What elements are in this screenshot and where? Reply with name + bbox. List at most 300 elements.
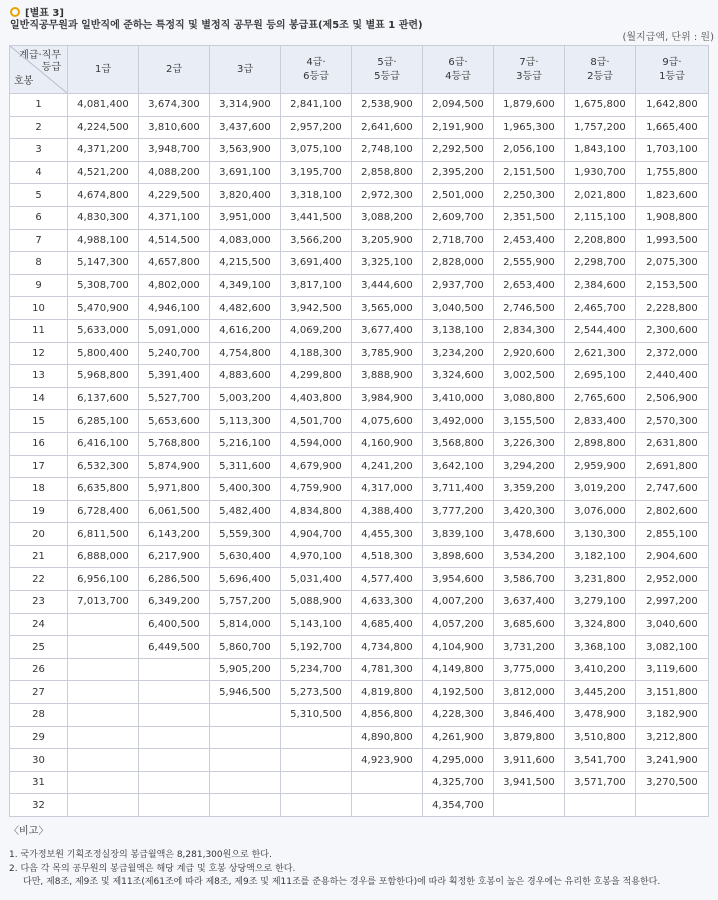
salary-cell: 4,083,000: [210, 229, 281, 252]
salary-cell: [139, 726, 210, 749]
table-row: [10, 94, 709, 117]
salary-cell: 5,971,800: [139, 478, 210, 501]
salary-cell: 6,349,200: [139, 591, 210, 614]
step-cell: 26: [10, 658, 68, 681]
salary-cell: 2,250,300: [494, 184, 565, 207]
salary-cell: 1,665,400: [636, 116, 709, 139]
salary-cell: 4,229,500: [139, 184, 210, 207]
salary-cell: [210, 726, 281, 749]
salary-cell: 1,703,100: [636, 139, 709, 162]
salary-cell: 3,492,000: [423, 410, 494, 433]
step-cell: 10: [10, 297, 68, 320]
salary-cell: 3,839,100: [423, 523, 494, 546]
salary-cell: 3,082,100: [636, 636, 709, 659]
salary-cell: 2,555,900: [494, 252, 565, 275]
salary-cell: 3,911,600: [494, 749, 565, 772]
salary-cell: 2,094,500: [423, 94, 494, 117]
salary-cell: 4,754,800: [210, 342, 281, 365]
salary-cell: 4,988,100: [68, 229, 139, 252]
table-row: [10, 726, 709, 749]
step-cell: 30: [10, 749, 68, 772]
salary-cell: 2,115,100: [565, 206, 636, 229]
salary-cell: 4,228,300: [423, 704, 494, 727]
salary-cell: 4,856,800: [352, 704, 423, 727]
grade-header-line2: 2등급: [587, 70, 613, 82]
salary-cell: 2,695,100: [565, 365, 636, 388]
salary-cell: 3,846,400: [494, 704, 565, 727]
table-row: [10, 749, 709, 772]
table-row: [10, 161, 709, 184]
step-cell: 18: [10, 478, 68, 501]
salary-cell: 3,541,700: [565, 749, 636, 772]
salary-cell: 2,538,900: [352, 94, 423, 117]
salary-cell: 6,143,200: [139, 523, 210, 546]
salary-cell: 3,314,900: [210, 94, 281, 117]
salary-cell: [139, 658, 210, 681]
salary-cell: [210, 749, 281, 772]
step-cell: 12: [10, 342, 68, 365]
salary-cell: 2,802,600: [636, 500, 709, 523]
salary-cell: 6,285,100: [68, 410, 139, 433]
salary-cell: [68, 636, 139, 659]
salary-cell: 4,354,700: [423, 794, 494, 817]
salary-cell: 1,843,100: [565, 139, 636, 162]
annex-tag: [별표 3]: [25, 8, 64, 19]
salary-cell: 5,308,700: [68, 274, 139, 297]
table-row: [10, 319, 709, 342]
salary-cell: 3,420,300: [494, 500, 565, 523]
salary-cell: [281, 794, 352, 817]
bullet-circle-icon: [10, 7, 20, 17]
salary-cell: 2,465,700: [565, 297, 636, 320]
salary-cell: 4,518,300: [352, 545, 423, 568]
step-cell: 11: [10, 319, 68, 342]
step-cell: 21: [10, 545, 68, 568]
salary-cell: 2,544,400: [565, 319, 636, 342]
salary-cell: 3,691,400: [281, 252, 352, 275]
salary-cell: 2,056,100: [494, 139, 565, 162]
salary-cell: 1,908,800: [636, 206, 709, 229]
salary-cell: 3,565,000: [352, 297, 423, 320]
salary-cell: [139, 771, 210, 794]
step-cell: 17: [10, 455, 68, 478]
salary-cell: 4,160,900: [352, 432, 423, 455]
salary-cell: 4,970,100: [281, 545, 352, 568]
salary-cell: 3,785,900: [352, 342, 423, 365]
salary-cell: 2,153,500: [636, 274, 709, 297]
salary-cell: 6,400,500: [139, 613, 210, 636]
salary-cell: 5,088,900: [281, 591, 352, 614]
salary-cell: 4,295,000: [423, 749, 494, 772]
salary-cell: [210, 704, 281, 727]
salary-cell: 4,521,200: [68, 161, 139, 184]
grade-column-header: [423, 46, 494, 94]
salary-cell: 5,905,200: [210, 658, 281, 681]
salary-cell: 3,478,900: [565, 704, 636, 727]
salary-cell: 3,888,900: [352, 365, 423, 388]
salary-cell: 3,212,800: [636, 726, 709, 749]
salary-cell: 3,642,100: [423, 455, 494, 478]
salary-cell: 4,215,500: [210, 252, 281, 275]
step-cell: 32: [10, 794, 68, 817]
grade-header-line2: 6등급: [303, 70, 329, 82]
salary-cell: 2,292,500: [423, 139, 494, 162]
step-cell: 25: [10, 636, 68, 659]
salary-cell: 2,298,700: [565, 252, 636, 275]
salary-cell: 4,890,800: [352, 726, 423, 749]
step-cell: 28: [10, 704, 68, 727]
salary-cell: 3,234,200: [423, 342, 494, 365]
table-row: [10, 591, 709, 614]
salary-cell: 3,941,500: [494, 771, 565, 794]
table-body: [10, 94, 709, 817]
salary-cell: [139, 794, 210, 817]
salary-cell: 3,088,200: [352, 206, 423, 229]
salary-cell: 3,437,600: [210, 116, 281, 139]
step-cell: 15: [10, 410, 68, 433]
salary-cell: 4,088,200: [139, 161, 210, 184]
salary-cell: 3,674,300: [139, 94, 210, 117]
salary-cell: 4,657,800: [139, 252, 210, 275]
salary-cell: 5,633,000: [68, 319, 139, 342]
salary-cell: [68, 704, 139, 727]
table-row: [10, 432, 709, 455]
salary-cell: 3,359,200: [494, 478, 565, 501]
salary-cell: 7,013,700: [68, 591, 139, 614]
salary-cell: 3,119,600: [636, 658, 709, 681]
salary-cell: 3,586,700: [494, 568, 565, 591]
salary-cell: 6,635,800: [68, 478, 139, 501]
salary-cell: 3,810,600: [139, 116, 210, 139]
salary-cell: 4,371,200: [68, 139, 139, 162]
table-row: [10, 545, 709, 568]
salary-cell: 3,731,200: [494, 636, 565, 659]
salary-cell: 5,003,200: [210, 387, 281, 410]
salary-cell: 4,819,800: [352, 681, 423, 704]
grade-header-line2: 3등급: [516, 70, 542, 82]
salary-cell: 3,195,700: [281, 161, 352, 184]
salary-cell: 3,294,200: [494, 455, 565, 478]
salary-cell: 3,226,300: [494, 432, 565, 455]
step-cell: 6: [10, 206, 68, 229]
salary-cell: 4,577,400: [352, 568, 423, 591]
salary-cell: [352, 794, 423, 817]
salary-cell: 5,814,000: [210, 613, 281, 636]
salary-cell: 3,441,500: [281, 206, 352, 229]
salary-cell: 4,594,000: [281, 432, 352, 455]
salary-cell: 4,104,900: [423, 636, 494, 659]
salary-cell: 2,570,300: [636, 410, 709, 433]
grade-column-header: [210, 46, 281, 94]
salary-cell: 2,372,000: [636, 342, 709, 365]
step-cell: 5: [10, 184, 68, 207]
salary-cell: 4,388,400: [352, 500, 423, 523]
salary-cell: 2,855,100: [636, 523, 709, 546]
salary-cell: 3,948,700: [139, 139, 210, 162]
step-cell: 13: [10, 365, 68, 388]
salary-cell: [281, 771, 352, 794]
salary-cell: 1,993,500: [636, 229, 709, 252]
salary-cell: 4,069,200: [281, 319, 352, 342]
salary-cell: 3,182,900: [636, 704, 709, 727]
grade-header-line1: 2급: [165, 63, 183, 75]
table-row: [10, 184, 709, 207]
salary-cell: 3,777,200: [423, 500, 494, 523]
salary-cell: 3,677,400: [352, 319, 423, 342]
salary-cell: 5,527,700: [139, 387, 210, 410]
salary-cell: 2,746,500: [494, 297, 565, 320]
step-cell: 9: [10, 274, 68, 297]
salary-cell: [139, 749, 210, 772]
salary-cell: 2,384,600: [565, 274, 636, 297]
table-row: [10, 568, 709, 591]
salary-cell: [281, 726, 352, 749]
salary-table: [9, 45, 709, 817]
grade-header-line1: 9급·: [662, 56, 682, 68]
salary-cell: 4,674,800: [68, 184, 139, 207]
remark-item-2: 2. 다음 각 목의 공무원의 봉급월액은 해당 계급 및 호봉 상당액으로 한다.: [9, 863, 296, 874]
table-title: 일반직공무원과 일반직에 준하는 특정직 및 별정직 공무원 등의 봉급표(제5조 및 별표 1 관련): [10, 20, 423, 31]
salary-cell: 2,858,800: [352, 161, 423, 184]
salary-cell: 2,833,400: [565, 410, 636, 433]
table-row: [10, 116, 709, 139]
salary-cell: 2,834,300: [494, 319, 565, 342]
table-row: [10, 206, 709, 229]
salary-cell: 3,571,700: [565, 771, 636, 794]
step-cell: 19: [10, 500, 68, 523]
grade-header-line1: 1급: [94, 63, 112, 75]
salary-cell: 3,820,400: [210, 184, 281, 207]
salary-cell: 3,534,200: [494, 545, 565, 568]
salary-cell: [210, 771, 281, 794]
salary-cell: 5,800,400: [68, 342, 139, 365]
salary-cell: 5,757,200: [210, 591, 281, 614]
salary-cell: 4,455,300: [352, 523, 423, 546]
salary-cell: 4,188,300: [281, 342, 352, 365]
salary-cell: 3,270,500: [636, 771, 709, 794]
salary-cell: 3,040,600: [636, 613, 709, 636]
salary-cell: 5,946,500: [210, 681, 281, 704]
salary-cell: 4,946,100: [139, 297, 210, 320]
salary-cell: 3,151,800: [636, 681, 709, 704]
salary-cell: 4,299,800: [281, 365, 352, 388]
salary-cell: 2,920,600: [494, 342, 565, 365]
table-row: [10, 681, 709, 704]
salary-cell: 2,765,600: [565, 387, 636, 410]
salary-cell: 3,563,900: [210, 139, 281, 162]
salary-cell: 5,192,700: [281, 636, 352, 659]
salary-cell: 5,470,900: [68, 297, 139, 320]
salary-cell: 3,075,100: [281, 139, 352, 162]
table-row: [10, 252, 709, 275]
salary-cell: 4,679,900: [281, 455, 352, 478]
salary-cell: 4,261,900: [423, 726, 494, 749]
salary-cell: 2,351,500: [494, 206, 565, 229]
salary-cell: 6,811,500: [68, 523, 139, 546]
salary-cell: [68, 681, 139, 704]
salary-cell: 3,130,300: [565, 523, 636, 546]
table-row: [10, 139, 709, 162]
table-row: [10, 636, 709, 659]
unit-label: (월지급액, 단위 : 원): [622, 32, 714, 43]
salary-cell: 2,021,800: [565, 184, 636, 207]
table-row: [10, 658, 709, 681]
salary-cell: [210, 794, 281, 817]
step-cell: 31: [10, 771, 68, 794]
salary-cell: 1,879,600: [494, 94, 565, 117]
salary-cell: 4,482,600: [210, 297, 281, 320]
salary-cell: 2,453,400: [494, 229, 565, 252]
salary-cell: [636, 794, 709, 817]
grade-column-header: [281, 46, 352, 94]
salary-cell: 5,113,300: [210, 410, 281, 433]
grade-header-line1: 4급·: [306, 56, 326, 68]
salary-cell: 2,957,200: [281, 116, 352, 139]
salary-cell: 4,224,500: [68, 116, 139, 139]
step-cell: 3: [10, 139, 68, 162]
salary-cell: 2,898,800: [565, 432, 636, 455]
salary-cell: 1,755,800: [636, 161, 709, 184]
salary-cell: 5,768,800: [139, 432, 210, 455]
salary-cell: 3,478,600: [494, 523, 565, 546]
table-row: [10, 478, 709, 501]
table-row: [10, 613, 709, 636]
step-cell: 23: [10, 591, 68, 614]
salary-cell: 2,747,600: [636, 478, 709, 501]
grade-header-line1: 8급·: [590, 56, 610, 68]
salary-cell: 1,823,600: [636, 184, 709, 207]
salary-cell: 2,653,400: [494, 274, 565, 297]
remarks-section: [9, 822, 709, 890]
grade-column-header: [68, 46, 139, 94]
salary-cell: 2,228,800: [636, 297, 709, 320]
table-row: [10, 229, 709, 252]
table-row: [10, 771, 709, 794]
header: [10, 4, 710, 33]
salary-cell: 3,711,400: [423, 478, 494, 501]
salary-cell: 4,192,500: [423, 681, 494, 704]
salary-cell: 3,566,200: [281, 229, 352, 252]
salary-cell: 3,368,100: [565, 636, 636, 659]
salary-cell: 3,898,600: [423, 545, 494, 568]
salary-cell: 5,874,900: [139, 455, 210, 478]
salary-cell: [68, 658, 139, 681]
salary-cell: 6,137,600: [68, 387, 139, 410]
salary-cell: 5,310,500: [281, 704, 352, 727]
salary-cell: 2,937,700: [423, 274, 494, 297]
salary-cell: [68, 749, 139, 772]
salary-cell: 5,031,400: [281, 568, 352, 591]
salary-cell: 5,400,300: [210, 478, 281, 501]
step-cell: 8: [10, 252, 68, 275]
salary-cell: 4,734,800: [352, 636, 423, 659]
salary-cell: 5,311,600: [210, 455, 281, 478]
salary-cell: 4,403,800: [281, 387, 352, 410]
salary-cell: 4,325,700: [423, 771, 494, 794]
salary-cell: 2,621,300: [565, 342, 636, 365]
salary-cell: 3,685,600: [494, 613, 565, 636]
table-row: [10, 523, 709, 546]
salary-cell: 3,817,100: [281, 274, 352, 297]
salary-cell: 2,395,200: [423, 161, 494, 184]
grade-header-line1: 6급·: [448, 56, 468, 68]
table-row: [10, 500, 709, 523]
salary-cell: 3,002,500: [494, 365, 565, 388]
salary-cell: 6,286,500: [139, 568, 210, 591]
step-cell: 29: [10, 726, 68, 749]
remark-item-1: 1. 국가정보원 기획조정실장의 봉급월액은 8,281,300원으로 한다.: [9, 850, 272, 860]
salary-cell: [139, 681, 210, 704]
salary-cell: 5,273,500: [281, 681, 352, 704]
salary-cell: 5,630,400: [210, 545, 281, 568]
salary-cell: 2,952,000: [636, 568, 709, 591]
salary-cell: 5,091,000: [139, 319, 210, 342]
step-cell: 24: [10, 613, 68, 636]
salary-cell: 6,449,500: [139, 636, 210, 659]
salary-cell: 3,691,100: [210, 161, 281, 184]
table-row: [10, 297, 709, 320]
salary-cell: 3,279,100: [565, 591, 636, 614]
salary-cell: 2,691,800: [636, 455, 709, 478]
salary-cell: 3,812,000: [494, 681, 565, 704]
salary-cell: 2,151,500: [494, 161, 565, 184]
salary-cell: 1,642,800: [636, 94, 709, 117]
salary-cell: 3,775,000: [494, 658, 565, 681]
salary-cell: 5,240,700: [139, 342, 210, 365]
salary-cell: 5,234,700: [281, 658, 352, 681]
table-row: [10, 365, 709, 388]
salary-cell: 5,860,700: [210, 636, 281, 659]
table-row: [10, 704, 709, 727]
salary-cell: 5,653,600: [139, 410, 210, 433]
salary-cell: 4,883,600: [210, 365, 281, 388]
grade-column-header: [565, 46, 636, 94]
salary-cell: 3,040,500: [423, 297, 494, 320]
step-cell: 20: [10, 523, 68, 546]
salary-cell: 4,923,900: [352, 749, 423, 772]
salary-cell: 3,879,800: [494, 726, 565, 749]
corner-top-line2: 등급: [41, 62, 61, 73]
salary-cell: 2,841,100: [281, 94, 352, 117]
grade-column-header: [494, 46, 565, 94]
salary-cell: 3,942,500: [281, 297, 352, 320]
remark-continuation: 다만, 제8조, 제9조 및 제11조(제61조에 따라 제8조, 제9조 및 제11조를 준용하는 경우를 포함한다)에 따라 획정한 호봉이 높은 경우에는 유리한 호봉을 적용한다.: [23, 877, 661, 887]
grade-header-line2: 5등급: [374, 70, 400, 82]
salary-cell: 6,217,900: [139, 545, 210, 568]
grade-header-line2: 1등급: [659, 70, 685, 82]
salary-cell: 3,445,200: [565, 681, 636, 704]
salary-cell: 3,076,000: [565, 500, 636, 523]
table-row: [10, 455, 709, 478]
salary-cell: 2,300,600: [636, 319, 709, 342]
step-cell: 2: [10, 116, 68, 139]
salary-cell: 4,759,900: [281, 478, 352, 501]
salary-cell: [565, 794, 636, 817]
salary-cell: 2,501,000: [423, 184, 494, 207]
salary-cell: 2,191,900: [423, 116, 494, 139]
salary-cell: 4,685,400: [352, 613, 423, 636]
salary-cell: 6,888,000: [68, 545, 139, 568]
table-row: [10, 342, 709, 365]
salary-cell: 4,904,700: [281, 523, 352, 546]
salary-cell: 5,391,400: [139, 365, 210, 388]
salary-cell: 3,510,800: [565, 726, 636, 749]
salary-cell: 6,532,300: [68, 455, 139, 478]
salary-cell: 2,075,300: [636, 252, 709, 275]
salary-cell: 4,371,100: [139, 206, 210, 229]
table-header-row: [10, 46, 709, 94]
salary-cell: 4,802,000: [139, 274, 210, 297]
